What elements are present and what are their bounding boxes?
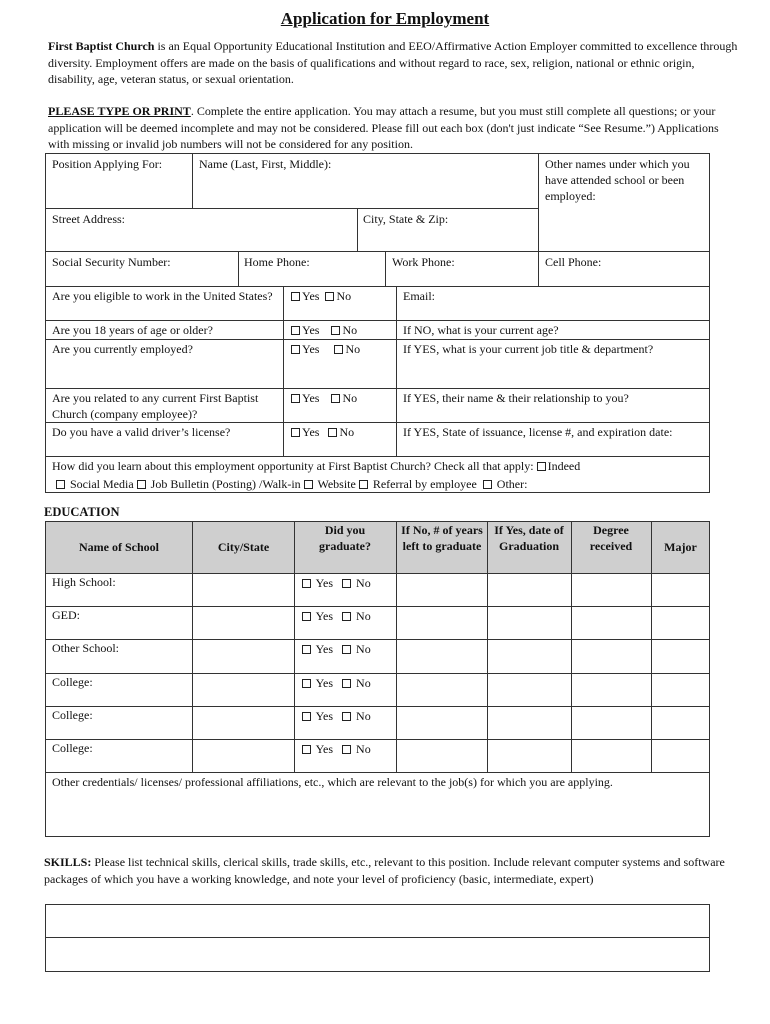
checkbox-icon[interactable]: [291, 292, 300, 301]
checkbox-icon[interactable]: [291, 326, 300, 335]
checkbox-icon[interactable]: [331, 326, 340, 335]
instructions-paragraph: [48, 103, 738, 153]
edu-row-label: College:: [52, 675, 93, 689]
edu-header-graduate: Did you graduate?: [319, 523, 371, 553]
source-options-row: [56, 476, 706, 492]
church-name: First Baptist Church: [48, 39, 155, 53]
checkbox-icon[interactable]: [304, 480, 313, 489]
checkbox-icon[interactable]: [56, 480, 65, 489]
checkbox-icon[interactable]: [302, 679, 311, 688]
employed-choice[interactable]: Yes No: [291, 341, 360, 357]
page-title: Application for Employment: [280, 9, 490, 28]
license-followup[interactable]: If YES, State of issuance, license #, and expiration date:: [403, 425, 673, 439]
instructions-heading: PLEASE TYPE OR PRINT: [48, 104, 191, 118]
checkbox-icon[interactable]: [342, 645, 351, 654]
work-phone-field[interactable]: Work Phone:: [392, 255, 455, 269]
license-question: Do you have a valid driver’s license?: [52, 425, 231, 439]
edu-header-grad-date: If Yes, date of Graduation: [494, 523, 564, 553]
checkbox-icon[interactable]: [291, 394, 300, 403]
checkbox-icon[interactable]: [291, 428, 300, 437]
instructions-text: . Complete the entire application. You may attach a resume, but you must still complete all questions; or your application will be deemed incomplete and may not be considered. Please fill out each box (don't just indicate “See Resume.”) Applications with missing or invalid job numbers will not be considered for any position.: [48, 104, 719, 151]
checkbox-icon[interactable]: [342, 612, 351, 621]
edu-header-major: Major: [664, 540, 697, 554]
cell-phone-field[interactable]: Cell Phone:: [545, 255, 602, 269]
checkbox-icon[interactable]: [342, 579, 351, 588]
city-state-zip-field[interactable]: City, State & Zip:: [363, 212, 449, 226]
related-question: Are you related to any current First Baptist Church (company employee)?: [52, 391, 259, 421]
source-option-social[interactable]: Social Media: [70, 477, 134, 491]
intro-text: is an Equal Opportunity Educational Institution and EEO/Affirmative Action Employer committed to excellence through diversity. Employment offers are made on the basis of qualifications and without regard to race, sex, religion, national or ethnic origin, disability, age, veteran status, or sexual orientation.: [48, 39, 738, 86]
checkbox-icon[interactable]: [342, 679, 351, 688]
checkbox-icon[interactable]: [291, 345, 300, 354]
checkbox-icon[interactable]: [342, 745, 351, 754]
checkbox-icon[interactable]: [328, 428, 337, 437]
edu-row-label: College:: [52, 741, 93, 755]
other-names-field[interactable]: Other names under which you have attended school or been employed:: [545, 157, 690, 203]
name-field[interactable]: Name (Last, First, Middle):: [199, 157, 332, 171]
eligible-question: Are you eligible to work in the United States?: [52, 289, 273, 303]
eligible-choice[interactable]: Yes No: [291, 288, 351, 304]
edu-graduate-choice[interactable]: Yes No: [302, 641, 371, 657]
edu-graduate-choice[interactable]: Yes No: [302, 608, 371, 624]
age-question: Are you 18 years of age or older?: [52, 323, 213, 337]
checkbox-icon[interactable]: [331, 394, 340, 403]
edu-graduate-choice[interactable]: Yes No: [302, 675, 371, 691]
email-field[interactable]: Email:: [403, 289, 435, 303]
edu-graduate-choice[interactable]: Yes No: [302, 708, 371, 724]
skills-text: Please list technical skills, clerical skills, trade skills, etc., relevant to this position. Include relevant computer systems and software packages of which you have a working knowledge, and note your level of proficiency (basic, intermediate, expert): [44, 855, 725, 886]
related-followup[interactable]: If YES, their name & their relationship to you?: [403, 391, 629, 405]
edu-header-years-left: If No, # of years left to graduate: [401, 523, 483, 553]
edu-header-city: City/State: [217, 540, 270, 554]
edu-row-label: Other School:: [52, 641, 119, 655]
skills-instructions: [44, 854, 744, 888]
checkbox-icon[interactable]: [537, 462, 546, 471]
age-followup[interactable]: If NO, what is your current age?: [403, 323, 559, 337]
source-option-indeed[interactable]: Indeed: [547, 459, 581, 473]
edu-row-label: GED:: [52, 608, 80, 622]
checkbox-icon[interactable]: [342, 712, 351, 721]
source-question: How did you learn about this employment opportunity at First Baptist Church? Check all that apply:: [52, 459, 534, 473]
skills-label: SKILLS:: [44, 855, 92, 869]
education-section-title: EDUCATION: [44, 505, 120, 519]
ssn-field[interactable]: Social Security Number:: [52, 255, 171, 269]
edu-graduate-choice[interactable]: Yes No: [302, 741, 371, 757]
checkbox-icon[interactable]: [325, 292, 334, 301]
source-option-bulletin[interactable]: Job Bulletin (Posting) /Walk-in: [150, 477, 301, 491]
checkbox-icon[interactable]: [483, 480, 492, 489]
credentials-field[interactable]: Other credentials/ licenses/ professional affiliations, etc., which are relevant to the job(s) for which you are applying.: [52, 775, 613, 789]
source-option-website[interactable]: Website: [317, 477, 356, 491]
checkbox-icon[interactable]: [302, 712, 311, 721]
checkbox-icon[interactable]: [302, 745, 311, 754]
related-choice[interactable]: Yes No: [291, 390, 357, 406]
checkbox-icon[interactable]: [137, 480, 146, 489]
employed-question: Are you currently employed?: [52, 342, 193, 356]
edu-row-label: College:: [52, 708, 93, 722]
source-question-row: [52, 458, 707, 474]
checkbox-icon[interactable]: [302, 645, 311, 654]
edu-header-degree: Degree received: [589, 523, 633, 553]
employed-followup[interactable]: If YES, what is your current job title & department?: [403, 342, 654, 356]
source-option-other[interactable]: Other:: [496, 477, 528, 491]
street-address-field[interactable]: Street Address:: [52, 212, 125, 226]
checkbox-icon[interactable]: [359, 480, 368, 489]
edu-header-school: Name of School: [79, 540, 159, 554]
position-field[interactable]: Position Applying For:: [52, 157, 163, 171]
intro-paragraph: [48, 38, 738, 88]
license-choice[interactable]: Yes No: [291, 424, 354, 440]
edu-graduate-choice[interactable]: Yes No: [302, 575, 371, 591]
edu-row-label: High School:: [52, 575, 116, 589]
checkbox-icon[interactable]: [302, 579, 311, 588]
skills-box[interactable]: [45, 904, 710, 972]
source-option-referral[interactable]: Referral by employee: [372, 477, 477, 491]
checkbox-icon[interactable]: [302, 612, 311, 621]
home-phone-field[interactable]: Home Phone:: [244, 255, 310, 269]
checkbox-icon[interactable]: [334, 345, 343, 354]
age-choice[interactable]: Yes No: [291, 322, 357, 338]
